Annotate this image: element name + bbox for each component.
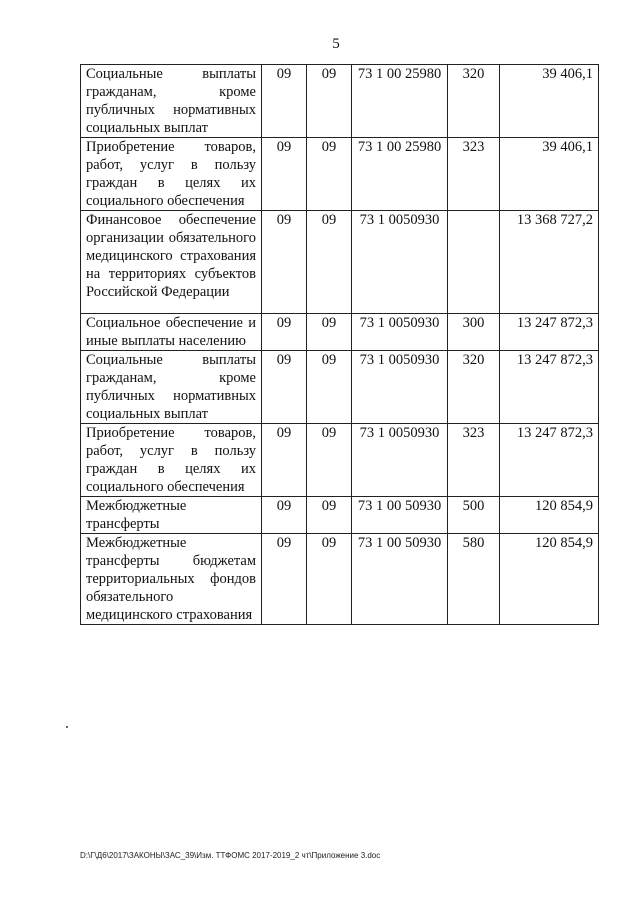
cell-expense-type: 323 xyxy=(448,424,500,497)
cell-amount: 120 854,9 xyxy=(500,534,599,625)
cell-target-article: 73 1 0050930 xyxy=(352,314,448,351)
cell-amount: 13 247 872,3 xyxy=(500,314,599,351)
table-row xyxy=(81,314,599,351)
cell-section: 09 xyxy=(262,314,307,351)
cell-section: 09 xyxy=(262,138,307,211)
cell-section: 09 xyxy=(262,351,307,424)
cell-name: Социальное обеспечение и иные выплаты населению xyxy=(81,314,262,351)
cell-name: Приобретение товаров, работ, услуг в пользу граждан в целях их социального обеспечения xyxy=(81,424,262,497)
cell-section: 09 xyxy=(262,424,307,497)
cell-target-article: 73 1 0050930 xyxy=(352,351,448,424)
cell-expense-type xyxy=(448,211,500,314)
cell-name: Социальные выплаты гражданам, кроме публичных нормативных социальных выплат xyxy=(81,65,262,138)
table-row xyxy=(81,211,599,314)
cell-amount: 39 406,1 xyxy=(500,65,599,138)
cell-amount: 13 247 872,3 xyxy=(500,424,599,497)
cell-amount: 39 406,1 xyxy=(500,138,599,211)
cell-target-article: 73 1 00 50930 xyxy=(352,534,448,625)
cell-subsection: 09 xyxy=(307,534,352,625)
cell-expense-type: 320 xyxy=(448,351,500,424)
table-row xyxy=(81,497,599,534)
table-row xyxy=(81,65,599,138)
cell-section: 09 xyxy=(262,211,307,314)
stray-mark xyxy=(66,726,68,728)
footer-file-path: D:\Г\Д6\2017\ЗАКОНЫ\ЗАС_39\Изм. ТТФОМС 2017-2019_2 чт\Приложение 3.doc xyxy=(80,851,381,860)
cell-section: 09 xyxy=(262,65,307,138)
cell-subsection: 09 xyxy=(307,314,352,351)
cell-subsection: 09 xyxy=(307,424,352,497)
cell-amount: 120 854,9 xyxy=(500,497,599,534)
cell-section: 09 xyxy=(262,534,307,625)
cell-target-article: 73 1 00 25980 xyxy=(352,65,448,138)
cell-expense-type: 323 xyxy=(448,138,500,211)
cell-expense-type: 580 xyxy=(448,534,500,625)
table-body xyxy=(81,65,599,625)
cell-name: Социальные выплаты гражданам, кроме публичных нормативных социальных выплат xyxy=(81,351,262,424)
cell-subsection: 09 xyxy=(307,211,352,314)
cell-amount: 13 247 872,3 xyxy=(500,351,599,424)
cell-target-article: 73 1 0050930 xyxy=(352,424,448,497)
cell-name: Межбюджетные трансферты xyxy=(81,497,262,534)
page-number: 5 xyxy=(332,36,340,52)
cell-subsection: 09 xyxy=(307,351,352,424)
cell-subsection: 09 xyxy=(307,497,352,534)
cell-name: Межбюджетные трансферты бюджетам территориальных фондов обязательного медицинского страхования xyxy=(81,534,262,625)
table-row xyxy=(81,424,599,497)
table-row xyxy=(81,351,599,424)
cell-target-article: 73 1 00 50930 xyxy=(352,497,448,534)
table-row xyxy=(81,138,599,211)
cell-subsection: 09 xyxy=(307,65,352,138)
cell-subsection: 09 xyxy=(307,138,352,211)
cell-expense-type: 320 xyxy=(448,65,500,138)
cell-section: 09 xyxy=(262,497,307,534)
cell-expense-type: 300 xyxy=(448,314,500,351)
cell-target-article: 73 1 00 25980 xyxy=(352,138,448,211)
cell-target-article: 73 1 0050930 xyxy=(352,211,448,314)
cell-name: Финансовое обеспечение организации обязательного медицинского страхования на территориях субъектов Российской Федерации xyxy=(81,211,262,314)
table-row xyxy=(81,534,599,625)
cell-amount: 13 368 727,2 xyxy=(500,211,599,314)
budget-table xyxy=(80,64,599,625)
cell-expense-type: 500 xyxy=(448,497,500,534)
cell-name: Приобретение товаров, работ, услуг в пользу граждан в целях их социального обеспечения xyxy=(81,138,262,211)
